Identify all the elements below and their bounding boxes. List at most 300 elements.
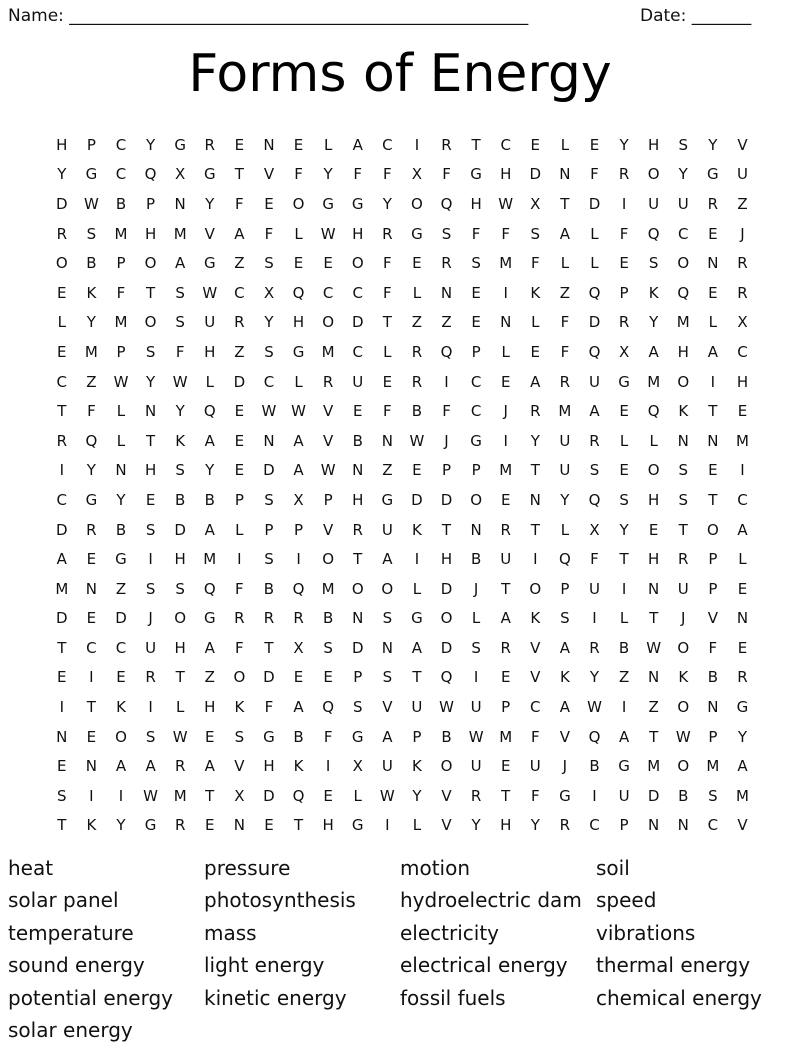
grid-letter[interactable]: R [737, 283, 748, 302]
grid-letter[interactable]: O [233, 668, 246, 687]
grid-letter[interactable]: R [707, 194, 719, 213]
grid-letter[interactable]: V [530, 668, 541, 687]
grid-letter[interactable]: E [471, 283, 481, 302]
grid-letter[interactable]: K [175, 431, 186, 450]
grid-letter[interactable]: S [323, 638, 333, 657]
grid-letter[interactable]: I [118, 786, 124, 805]
grid-letter[interactable]: S [145, 579, 156, 598]
grid-letter[interactable]: L [57, 313, 66, 332]
grid-letter[interactable]: P [471, 342, 481, 361]
grid-letter[interactable]: M [676, 313, 690, 332]
grid-letter[interactable]: R [322, 372, 334, 391]
grid-letter[interactable]: I [503, 283, 508, 302]
grid-letter[interactable]: H [56, 135, 68, 154]
grid-letter[interactable]: X [293, 638, 304, 657]
grid-letter[interactable]: G [351, 816, 364, 835]
grid-letter[interactable]: Z [382, 461, 393, 480]
grid-letter[interactable]: S [678, 490, 689, 509]
grid-letter[interactable]: R [589, 431, 600, 450]
grid-letter[interactable]: P [560, 579, 570, 598]
grid-letter[interactable]: X [618, 342, 630, 361]
grid-letter[interactable]: O [351, 254, 364, 273]
grid-letter[interactable]: T [353, 550, 363, 569]
grid-letter[interactable]: L [353, 786, 362, 805]
grid-letter[interactable]: X [589, 520, 600, 539]
grid-letter[interactable]: N [381, 431, 393, 450]
grid-letter[interactable]: M [84, 342, 98, 361]
grid-letter[interactable]: E [708, 283, 718, 302]
grid-letter[interactable]: N [736, 609, 749, 628]
grid-letter[interactable]: S [175, 283, 185, 302]
grid-letter[interactable]: O [144, 254, 157, 273]
grid-letter[interactable]: C [382, 135, 393, 154]
grid-letter[interactable]: Q [203, 402, 216, 421]
grid-letter[interactable]: E [145, 490, 156, 509]
grid-letter[interactable]: Z [648, 698, 659, 717]
grid-letter[interactable]: G [174, 135, 186, 154]
grid-letter[interactable]: H [500, 816, 512, 835]
grid-letter[interactable]: E [737, 579, 748, 598]
grid-letter[interactable]: I [89, 668, 94, 687]
grid-letter[interactable]: H [263, 757, 275, 776]
grid-letter[interactable]: E [708, 224, 718, 243]
grid-letter[interactable]: T [530, 461, 540, 480]
grid-letter[interactable]: D [115, 609, 127, 628]
grid-letter[interactable]: E [57, 283, 67, 302]
grid-letter[interactable]: V [263, 165, 275, 184]
grid-letter[interactable]: W [172, 372, 188, 391]
grid-letter[interactable]: M [706, 757, 720, 776]
grid-letter[interactable]: W [113, 372, 129, 391]
grid-letter[interactable]: B [204, 490, 215, 509]
grid-letter[interactable]: P [619, 816, 629, 835]
grid-letter[interactable]: M [735, 431, 749, 450]
grid-letter[interactable]: R [559, 372, 571, 391]
grid-letter[interactable]: A [648, 342, 659, 361]
grid-letter[interactable]: H [648, 135, 660, 154]
grid-letter[interactable]: M [114, 313, 128, 332]
grid-letter[interactable]: R [145, 668, 156, 687]
grid-letter[interactable]: S [57, 786, 67, 805]
grid-letter[interactable]: E [530, 342, 541, 361]
grid-letter[interactable]: P [294, 520, 304, 539]
grid-letter[interactable]: H [144, 461, 157, 480]
grid-letter[interactable]: W [320, 461, 336, 480]
grid-letter[interactable]: B [589, 757, 600, 776]
grid-letter[interactable]: R [470, 786, 482, 805]
grid-letter[interactable]: O [529, 579, 542, 598]
grid-letter[interactable]: S [234, 727, 245, 746]
grid-letter[interactable]: D [440, 579, 453, 598]
grid-letter[interactable]: L [323, 135, 333, 154]
grid-letter[interactable]: G [381, 490, 394, 509]
grid-letter[interactable]: F [235, 579, 244, 598]
grid-letter[interactable]: Q [292, 283, 305, 302]
grid-letter[interactable]: I [148, 698, 153, 717]
grid-letter[interactable]: W [646, 638, 662, 657]
grid-letter[interactable]: R [234, 609, 245, 628]
grid-letter[interactable]: C [589, 816, 600, 835]
grid-letter[interactable]: P [264, 520, 274, 539]
grid-letter[interactable]: O [351, 579, 364, 598]
grid-letter[interactable]: E [234, 402, 245, 421]
grid-letter[interactable]: N [263, 135, 275, 154]
grid-letter[interactable]: C [322, 283, 334, 302]
grid-letter[interactable]: T [678, 520, 688, 539]
grid-letter[interactable]: C [56, 490, 68, 509]
grid-letter[interactable]: Y [205, 194, 215, 213]
grid-letter[interactable]: Z [737, 194, 748, 213]
grid-letter[interactable]: A [204, 431, 215, 450]
grid-letter[interactable]: Q [440, 194, 453, 213]
grid-letter[interactable]: L [294, 224, 303, 243]
grid-letter[interactable]: F [235, 638, 244, 657]
grid-letter[interactable]: I [592, 609, 597, 628]
grid-letter[interactable]: S [145, 727, 156, 746]
grid-letter[interactable]: Y [560, 490, 570, 509]
grid-letter[interactable]: A [204, 757, 215, 776]
grid-letter[interactable]: P [708, 550, 718, 569]
grid-letter[interactable]: T [205, 786, 215, 805]
grid-letter[interactable]: W [202, 283, 218, 302]
grid-letter[interactable]: N [677, 816, 689, 835]
grid-letter[interactable]: U [588, 579, 600, 598]
grid-letter[interactable]: A [293, 461, 304, 480]
grid-letter[interactable]: M [647, 372, 661, 391]
grid-letter[interactable]: Y [264, 313, 274, 332]
grid-letter[interactable]: L [412, 816, 422, 835]
grid-letter[interactable]: I [385, 816, 390, 835]
grid-letter[interactable]: S [145, 342, 156, 361]
grid-letter[interactable]: I [325, 757, 331, 776]
grid-letter[interactable]: G [203, 165, 216, 184]
grid-letter[interactable]: F [175, 342, 185, 361]
grid-letter[interactable]: D [351, 638, 364, 657]
grid-letter[interactable]: V [234, 757, 245, 776]
grid-letter[interactable]: I [414, 550, 420, 569]
grid-letter[interactable]: A [737, 520, 748, 539]
grid-letter[interactable]: K [86, 283, 97, 302]
grid-letter[interactable]: N [85, 579, 97, 598]
grid-letter[interactable]: F [235, 194, 244, 213]
grid-letter[interactable]: D [56, 194, 68, 213]
grid-letter[interactable]: E [323, 786, 333, 805]
grid-letter[interactable]: E [205, 816, 215, 835]
grid-letter[interactable]: L [708, 313, 718, 332]
grid-letter[interactable]: D [440, 490, 453, 509]
grid-letter[interactable]: Q [85, 431, 98, 450]
grid-letter[interactable]: R [86, 520, 97, 539]
grid-letter[interactable]: B [470, 550, 482, 569]
grid-letter[interactable]: A [559, 698, 571, 717]
grid-letter[interactable]: S [145, 520, 156, 539]
grid-letter[interactable]: R [737, 254, 748, 273]
grid-letter[interactable]: K [412, 520, 422, 539]
grid-letter[interactable]: U [352, 372, 364, 391]
grid-letter[interactable]: E [500, 668, 511, 687]
grid-letter[interactable]: P [471, 461, 481, 480]
grid-letter[interactable]: R [293, 609, 304, 628]
grid-letter[interactable]: B [411, 402, 423, 421]
grid-letter[interactable]: E [86, 609, 97, 628]
grid-letter[interactable]: X [352, 757, 363, 776]
grid-letter[interactable]: G [85, 165, 98, 184]
grid-letter[interactable]: P [619, 283, 629, 302]
grid-letter[interactable]: B [175, 490, 186, 509]
grid-letter[interactable]: U [559, 431, 571, 450]
grid-letter[interactable]: E [205, 727, 215, 746]
grid-letter[interactable]: C [115, 638, 127, 657]
grid-letter[interactable]: F [560, 342, 570, 361]
grid-letter[interactable]: Y [145, 135, 156, 154]
grid-letter[interactable]: O [144, 313, 157, 332]
grid-letter[interactable]: R [411, 342, 423, 361]
grid-letter[interactable]: C [234, 283, 245, 302]
grid-letter[interactable]: X [234, 786, 245, 805]
grid-letter[interactable]: B [115, 194, 127, 213]
grid-letter[interactable]: M [321, 579, 335, 598]
grid-letter[interactable]: W [587, 698, 602, 717]
grid-letter[interactable]: Y [530, 816, 540, 835]
grid-letter[interactable]: D [263, 668, 275, 687]
grid-letter[interactable]: G [203, 609, 216, 628]
grid-letter[interactable]: T [57, 638, 67, 657]
grid-letter[interactable]: W [675, 727, 691, 746]
grid-letter[interactable]: L [294, 372, 303, 391]
grid-letter[interactable]: U [411, 698, 423, 717]
grid-letter[interactable]: S [589, 461, 600, 480]
grid-letter[interactable]: W [143, 786, 158, 805]
grid-letter[interactable]: E [234, 431, 245, 450]
grid-letter[interactable]: E [234, 461, 245, 480]
grid-letter[interactable]: R [441, 135, 452, 154]
grid-letter[interactable]: R [500, 520, 511, 539]
grid-letter[interactable]: K [293, 757, 304, 776]
grid-letter[interactable]: R [263, 609, 275, 628]
grid-letter[interactable]: H [352, 224, 364, 243]
grid-letter[interactable]: L [560, 520, 570, 539]
grid-letter[interactable]: E [708, 461, 718, 480]
grid-letter[interactable]: T [708, 490, 718, 509]
grid-letter[interactable]: N [707, 431, 719, 450]
grid-letter[interactable]: P [116, 342, 126, 361]
grid-letter[interactable]: E [293, 135, 304, 154]
grid-letter[interactable]: H [470, 194, 482, 213]
grid-letter[interactable]: K [412, 757, 422, 776]
grid-letter[interactable]: V [441, 786, 452, 805]
grid-letter[interactable]: B [441, 727, 452, 746]
grid-letter[interactable]: G [322, 194, 334, 213]
grid-letter[interactable]: O [677, 372, 690, 391]
grid-letter[interactable]: H [204, 342, 216, 361]
grid-letter[interactable]: T [649, 609, 659, 628]
grid-letter[interactable]: C [56, 372, 68, 391]
grid-letter[interactable]: K [530, 609, 541, 628]
grid-letter[interactable]: M [203, 550, 217, 569]
grid-letter[interactable]: E [412, 254, 422, 273]
grid-letter[interactable]: U [559, 461, 571, 480]
grid-letter[interactable]: R [559, 816, 571, 835]
grid-letter[interactable]: T [234, 165, 244, 184]
grid-letter[interactable]: N [440, 283, 453, 302]
grid-letter[interactable]: O [322, 550, 335, 569]
grid-letter[interactable]: G [292, 342, 305, 361]
grid-letter[interactable]: G [351, 194, 364, 213]
grid-letter[interactable]: N [677, 431, 689, 450]
grid-letter[interactable]: S [264, 550, 274, 569]
grid-letter[interactable]: L [471, 609, 481, 628]
grid-letter[interactable]: T [145, 283, 156, 302]
grid-letter[interactable]: R [678, 550, 689, 569]
grid-letter[interactable]: O [677, 757, 690, 776]
grid-letter[interactable]: N [559, 165, 571, 184]
grid-letter[interactable]: H [500, 165, 512, 184]
grid-letter[interactable]: R [411, 372, 423, 391]
grid-letter[interactable]: F [116, 283, 126, 302]
grid-letter[interactable]: F [442, 402, 451, 421]
grid-letter[interactable]: L [590, 224, 599, 243]
grid-letter[interactable]: Q [588, 727, 601, 746]
grid-letter[interactable]: P [501, 698, 511, 717]
grid-letter[interactable]: S [175, 313, 185, 332]
grid-letter[interactable]: H [322, 816, 334, 835]
grid-letter[interactable]: V [382, 698, 393, 717]
grid-letter[interactable]: F [383, 254, 392, 273]
grid-letter[interactable]: M [499, 461, 513, 480]
grid-letter[interactable]: N [648, 816, 660, 835]
grid-letter[interactable]: J [473, 579, 479, 598]
grid-letter[interactable]: A [382, 727, 393, 746]
grid-letter[interactable]: V [707, 609, 718, 628]
grid-letter[interactable]: C [263, 372, 275, 391]
grid-letter[interactable]: K [678, 668, 689, 687]
grid-letter[interactable]: Y [86, 461, 96, 480]
grid-letter[interactable]: G [411, 224, 423, 243]
grid-letter[interactable]: E [57, 757, 67, 776]
grid-letter[interactable]: F [383, 402, 392, 421]
grid-letter[interactable]: N [470, 520, 482, 539]
grid-letter[interactable]: A [559, 638, 571, 657]
grid-letter[interactable]: U [529, 757, 541, 776]
grid-letter[interactable]: I [592, 786, 597, 805]
grid-letter[interactable]: T [57, 816, 67, 835]
grid-letter[interactable]: Y [589, 668, 600, 687]
grid-letter[interactable]: C [678, 224, 689, 243]
grid-letter[interactable]: S [619, 490, 629, 509]
grid-letter[interactable]: D [233, 372, 246, 391]
grid-letter[interactable]: K [86, 816, 97, 835]
grid-letter[interactable]: E [234, 135, 245, 154]
grid-letter[interactable]: A [293, 431, 304, 450]
grid-letter[interactable]: F [530, 254, 540, 273]
grid-letter[interactable]: O [411, 194, 423, 213]
grid-letter[interactable]: L [649, 431, 658, 450]
grid-letter[interactable]: R [174, 816, 186, 835]
grid-letter[interactable]: S [382, 609, 393, 628]
grid-letter[interactable]: E [323, 254, 333, 273]
grid-letter[interactable]: A [382, 550, 393, 569]
grid-letter[interactable]: T [471, 135, 481, 154]
grid-letter[interactable]: V [441, 816, 452, 835]
grid-letter[interactable]: U [500, 550, 512, 569]
grid-letter[interactable]: C [500, 135, 511, 154]
grid-letter[interactable]: U [648, 194, 660, 213]
grid-letter[interactable]: T [619, 550, 629, 569]
grid-letter[interactable]: T [145, 431, 156, 450]
grid-letter[interactable]: Y [145, 372, 156, 391]
grid-letter[interactable]: A [589, 402, 600, 421]
grid-letter[interactable]: V [323, 431, 334, 450]
grid-letter[interactable]: Y [323, 165, 333, 184]
grid-letter[interactable]: M [114, 224, 128, 243]
grid-letter[interactable]: B [618, 638, 630, 657]
grid-letter[interactable]: H [648, 490, 660, 509]
grid-letter[interactable]: Y [471, 816, 481, 835]
grid-letter[interactable]: A [618, 727, 630, 746]
grid-letter[interactable]: F [353, 165, 363, 184]
grid-letter[interactable]: Q [440, 668, 453, 687]
grid-letter[interactable]: R [352, 520, 363, 539]
grid-letter[interactable]: O [470, 490, 483, 509]
grid-letter[interactable]: Y [205, 461, 215, 480]
grid-letter[interactable]: F [501, 224, 511, 243]
grid-letter[interactable]: A [411, 638, 423, 657]
grid-letter[interactable]: S [678, 461, 689, 480]
grid-letter[interactable]: V [737, 135, 748, 154]
grid-letter[interactable]: Y [619, 135, 629, 154]
grid-letter[interactable]: U [677, 194, 689, 213]
grid-letter[interactable]: A [559, 224, 571, 243]
grid-letter[interactable]: F [442, 165, 451, 184]
grid-letter[interactable]: O [440, 757, 453, 776]
grid-letter[interactable]: M [173, 224, 187, 243]
grid-letter[interactable]: M [735, 786, 749, 805]
grid-letter[interactable]: Z [559, 283, 571, 302]
grid-letter[interactable]: Z [204, 668, 215, 687]
grid-letter[interactable]: E [412, 461, 422, 480]
grid-letter[interactable]: E [57, 668, 67, 687]
grid-letter[interactable]: B [293, 727, 304, 746]
grid-letter[interactable]: F [323, 727, 333, 746]
grid-letter[interactable]: I [621, 194, 627, 213]
grid-letter[interactable]: E [264, 816, 274, 835]
grid-letter[interactable]: R [174, 757, 186, 776]
grid-letter[interactable]: Z [234, 342, 245, 361]
grid-letter[interactable]: Z [86, 372, 97, 391]
grid-letter[interactable]: A [115, 757, 127, 776]
grid-letter[interactable]: T [560, 194, 570, 213]
grid-letter[interactable]: I [59, 461, 65, 480]
grid-letter[interactable]: B [352, 431, 363, 450]
grid-letter[interactable]: E [619, 402, 629, 421]
grid-letter[interactable]: Q [322, 698, 335, 717]
grid-letter[interactable]: T [649, 727, 659, 746]
grid-letter[interactable]: B [678, 786, 689, 805]
grid-letter[interactable]: I [444, 372, 449, 391]
grid-letter[interactable]: R [737, 668, 748, 687]
grid-letter[interactable]: V [323, 402, 334, 421]
grid-letter[interactable]: T [441, 520, 452, 539]
grid-letter[interactable]: W [379, 786, 395, 805]
grid-letter[interactable]: S [175, 579, 185, 598]
grid-letter[interactable]: M [499, 727, 513, 746]
grid-letter[interactable]: L [116, 402, 126, 421]
grid-letter[interactable]: A [530, 372, 541, 391]
grid-letter[interactable]: F [383, 283, 392, 302]
grid-letter[interactable]: Q [203, 579, 216, 598]
grid-letter[interactable]: F [619, 224, 629, 243]
grid-letter[interactable]: P [323, 490, 333, 509]
